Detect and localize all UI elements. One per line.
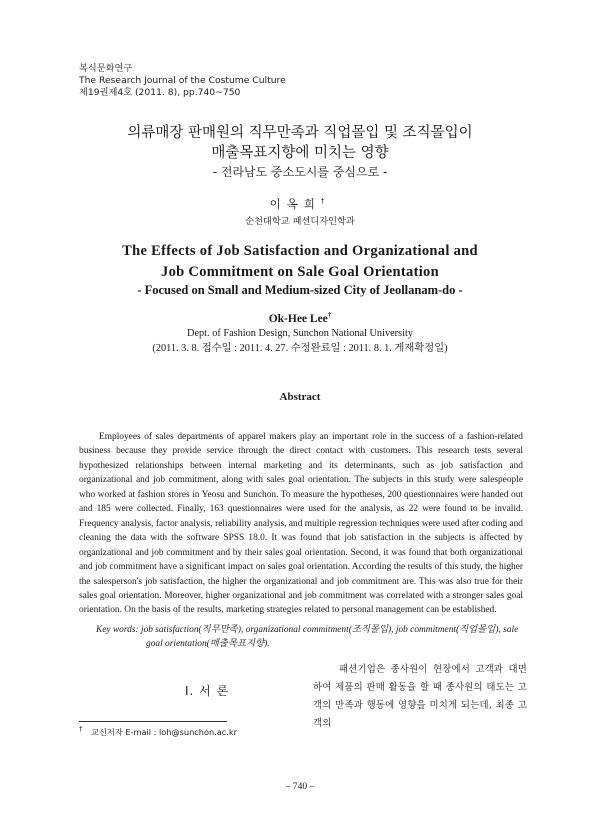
korean-affiliation: 순천대학교 패션디자인학과 [245, 216, 355, 227]
english-author-name: Ok-Hee Lee [268, 312, 328, 325]
english-affiliation: Dept. of Fashion Design, Sunchon National University [187, 328, 413, 339]
keywords-line1: Key words: job satisfaction(직무만족), organizational commitment(조직몰입), job commitment(직업몰입), sale [96, 625, 519, 635]
footnote-text: 교신저자 E-mail : loh@sunchon.ac.kr [91, 726, 238, 737]
corresponding-author-mark: † [320, 197, 331, 206]
corresponding-author-mark-en: † [327, 311, 332, 319]
english-title-line2: Job Commitment on Sale Goal Orientation [161, 264, 439, 280]
keywords-line2: goal orientation(매출목표지향). [146, 639, 270, 649]
page-number: – 740 – [285, 781, 315, 792]
journal-volume-info: 제19권제4호 (2011. 8), pp.740~750 [79, 87, 241, 98]
journal-name-english: The Research Journal of the Costume Culture [79, 75, 286, 86]
submission-dates: (2011. 3. 8. 접수일 : 2011. 4. 27. 수정완료일 : 2011. 8. 1. 게재확정일) [152, 343, 448, 354]
body-text-right-column: 패션기업은 종사원이 현장에서 고객과 대면하여 제품의 판매 활동을 할 때 종사원의 태도는 고객의 만족과 행동에 영향을 미치게 되는데, 최종 고객의 [313, 664, 527, 729]
abstract-text: Employees of sales departments of apparel makers play an important role in the success of a fashion-related business because they provide service through the direct contact with customers. This research tests several hypothesized relationships between internal marketing and its determinants, such as job satisfaction and organizational and job commitment, along with sales goal orientation. The subjects in this study were salespeople who worked at fashion stores in Yeosu and Sunchon. To measure the hypotheses, 200 questionnaires were handed out and 185 were collected. Finally, 163 questionnaires were used for the analysis, as 22 were found to be invalid. Frequency analysis, factor analysis, reliability analysis, and multiple regression techniques were used after coding and cleaning the data with the software SPSS 18.0. It was found that job satisfaction in the subjects is affected by organizational and job commitment and by their sales goal orientation. Second, it was found that both organizational and job commitment have a significant impact on sales goal orientation. According the results of this study, the higher the salesperson's job satisfaction, the higher the organizational and job commitment are. This was also true for their sales goal orientation. Moreover, higher organizational and job commitment was correlated with a stronger sales goal orientation. On the basis of the results, marketing strategies related to personal management can be established. [79, 432, 523, 616]
korean-author-name: 이옥희 [269, 197, 321, 211]
section-heading-introduction: Ⅰ. 서 론 [185, 684, 230, 698]
english-title-line1: The Effects of Job Satisfaction and Organizational and [122, 243, 478, 259]
abstract-heading: Abstract [279, 391, 321, 403]
korean-subtitle: - 전라남도 중소도시를 중심으로 - [212, 165, 388, 179]
footnote [79, 725, 237, 738]
english-subtitle: - Focused on Small and Medium-sized City of Jeollanam-do - [137, 283, 463, 297]
english-author [0, 311, 600, 325]
footnote-mark: † [79, 725, 83, 733]
korean-title-line2: 매출목표지향에 미치는 영향 [211, 145, 389, 161]
korean-author [0, 196, 600, 212]
keywords [96, 623, 526, 651]
journal-name-korean: 복식문화연구 [79, 63, 133, 74]
footnote-divider [79, 721, 227, 722]
korean-title-line1: 의류매장 판매원의 직무만족과 직업몰입 및 조직몰입이 [127, 125, 473, 141]
